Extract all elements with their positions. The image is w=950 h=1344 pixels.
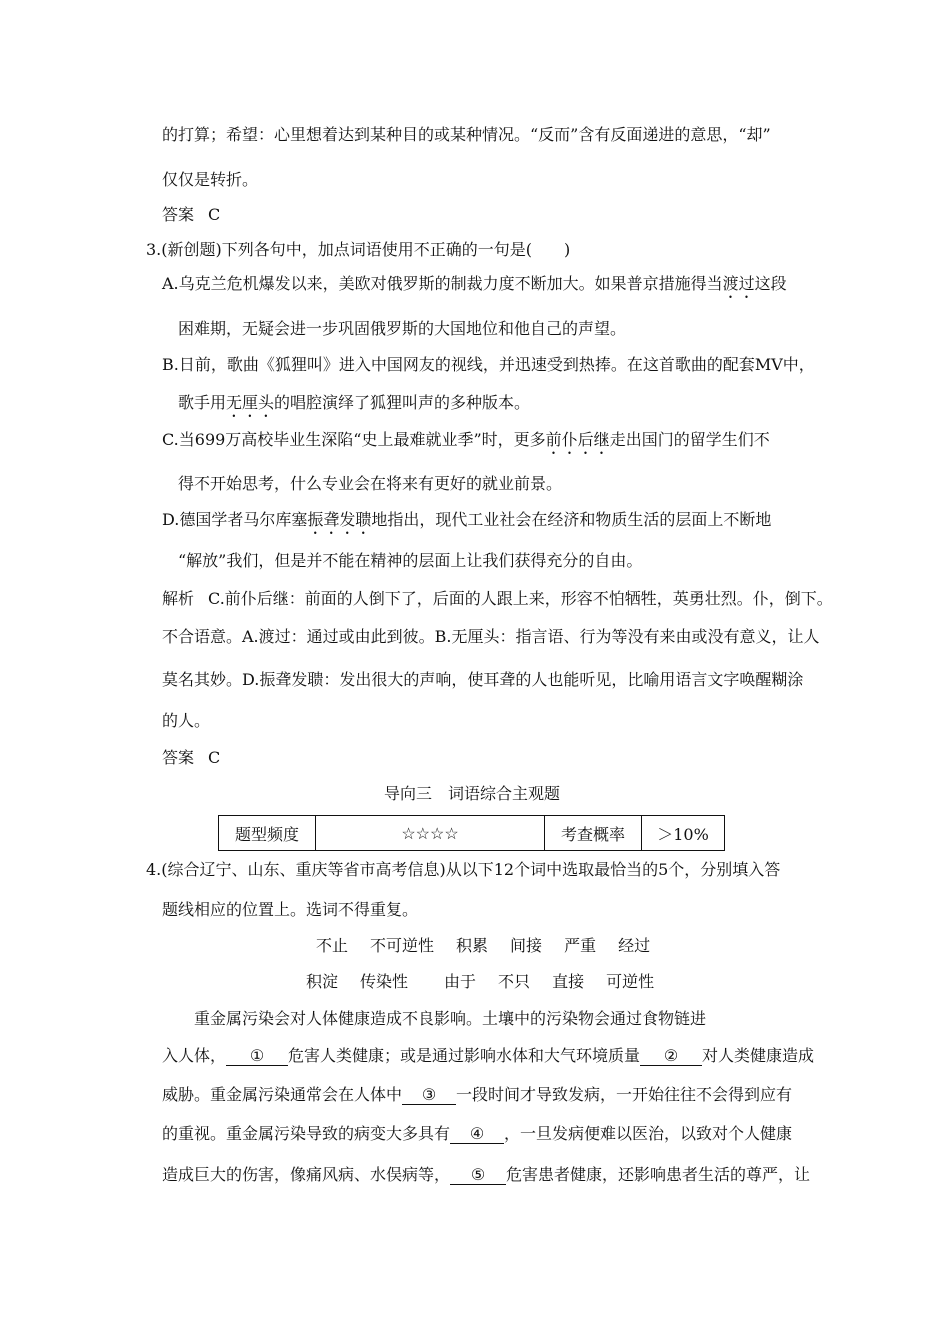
word-option: 不止 xyxy=(316,936,349,955)
dotted-word-d: 振聋发聩 xyxy=(307,510,372,529)
analysis-line-4: 的人。 xyxy=(162,711,211,730)
prob-label: 考查概率 xyxy=(545,816,642,851)
carry-answer xyxy=(162,205,220,225)
option-b-line-2: 歌手用无厘头的唱腔演绎了狐狸叫声的多种版本。 xyxy=(178,393,531,412)
table-row xyxy=(219,816,725,851)
answer-label: 答案 xyxy=(162,748,195,767)
carry-line-2: 仅仅是转折。 xyxy=(162,170,259,189)
word-bank-row-1 xyxy=(316,936,650,956)
answer-blank-3[interactable]: ③ xyxy=(402,1086,456,1105)
word-option: 直接 xyxy=(552,972,585,991)
option-b-line-1: B.日前，歌曲《狐狸叫》进入中国网友的视线，并迅速受到热捧。在这首歌曲的配套MV中， xyxy=(162,355,815,374)
word-option: 积累 xyxy=(456,936,489,955)
answer-label: 答案 xyxy=(162,205,195,224)
option-d-line-2: “解放”我们，但是并不能在精神的层面上让我们获得充分的自由。 xyxy=(178,551,643,570)
freq-stars: ☆☆☆☆ xyxy=(316,816,545,851)
answer-blank-2[interactable]: ② xyxy=(640,1047,702,1066)
word-option: 由于 xyxy=(444,972,477,991)
question-4-stem-line-1: 4.(综合辽宁、山东、重庆等省市高考信息)从以下12个词中选取最恰当的5个，分别填入答 xyxy=(146,860,781,879)
word-option: 严重 xyxy=(564,936,597,955)
word-option: 传染性 xyxy=(360,972,409,991)
analysis-line-1: 解析 C.前仆后继：前面的人倒下了，后面的人跟上来，形容不怕牺牲，英勇壮烈。仆，倒下。 xyxy=(162,589,833,608)
word-option: 可逆性 xyxy=(606,972,655,991)
option-a-line-2: 困难期，无疑会进一步巩固俄罗斯的大国地位和他自己的声望。 xyxy=(178,319,627,338)
q3-answer xyxy=(162,748,220,768)
passage-line-4: 的重视。重金属污染导致的病变大多具有 ④ ，一旦发病便难以医治，以致对个人健康 xyxy=(162,1124,793,1143)
answer-blank-1[interactable]: ① xyxy=(226,1047,288,1066)
word-option: 经过 xyxy=(618,936,651,955)
analysis-line-3: 莫名其妙。D.振聋发聩：发出很大的声响，使耳聋的人也能听见，比喻用语言文字唤醒糊涂 xyxy=(162,670,804,689)
passage-line-5: 造成巨大的伤害，像痛风病、水俣病等， ⑤ 危害患者健康，还影响患者生活的尊严，让 xyxy=(162,1165,811,1184)
word-option: 积淀 xyxy=(306,972,339,991)
word-option: 不可逆性 xyxy=(370,936,435,955)
section-title: 导向三 词语综合主观题 xyxy=(384,784,561,803)
answer-blank-5[interactable]: ⑤ xyxy=(450,1166,506,1185)
answer-blank-4[interactable]: ④ xyxy=(450,1125,504,1144)
carry-line-1: 的打算；希望：心里想着达到某种目的或某种情况。“反而”含有反面递进的意思，“却” xyxy=(162,125,771,144)
option-c-line-1: C.当699万高校毕业生深陷“史上最难就业季”时，更多前仆后继走出国门的留学生们不 xyxy=(162,430,770,449)
prob-value: ＞10% xyxy=(642,816,725,851)
dotted-word-c: 前仆后继 xyxy=(545,430,610,449)
word-option: 不只 xyxy=(498,972,531,991)
option-d-line-1: D.德国学者马尔库塞振聋发聩地指出，现代工业社会在经济和物质生活的层面上不断地 xyxy=(162,510,772,529)
question-3-stem: 3.(新创题)下列各句中，加点词语使用不正确的一句是( ) xyxy=(146,240,571,259)
passage-line-3: 威胁。重金属污染通常会在人体中 ③ 一段时间才导致发病，一开始往往不会得到应有 xyxy=(162,1085,793,1104)
word-option: 间接 xyxy=(510,936,543,955)
option-a-line-1: A.乌克兰危机爆发以来，美欧对俄罗斯的制裁力度不断加大。如果普京措施得当渡过这段 xyxy=(162,274,787,293)
passage-line-2: 入人体， ① 危害人类健康；或是通过影响水体和大气环境质量 ② 对人类健康造成 xyxy=(162,1046,815,1065)
analysis-line-2: 不合语意。A.渡过：通过或由此到彼。B.无厘头：指言语、行为等没有来由或没有意义，让人 xyxy=(162,627,820,646)
answer-value: C xyxy=(208,748,221,767)
freq-label: 题型频度 xyxy=(219,816,316,851)
question-4-stem-line-2: 题线相应的位置上。选词不得重复。 xyxy=(162,900,419,919)
answer-value: C xyxy=(208,205,221,224)
option-c-line-2: 得不开始思考，什么专业会在将来有更好的就业前景。 xyxy=(178,474,563,493)
analysis-label: 解析 xyxy=(162,589,195,608)
dotted-word-a: 渡过 xyxy=(722,274,755,293)
word-bank-row-2 xyxy=(306,972,654,992)
dotted-word-b: 无厘头 xyxy=(226,393,275,412)
frequency-table xyxy=(218,815,725,851)
passage-line-1: 重金属污染会对人体健康造成不良影响。土壤中的污染物会通过食物链进 xyxy=(194,1009,707,1028)
